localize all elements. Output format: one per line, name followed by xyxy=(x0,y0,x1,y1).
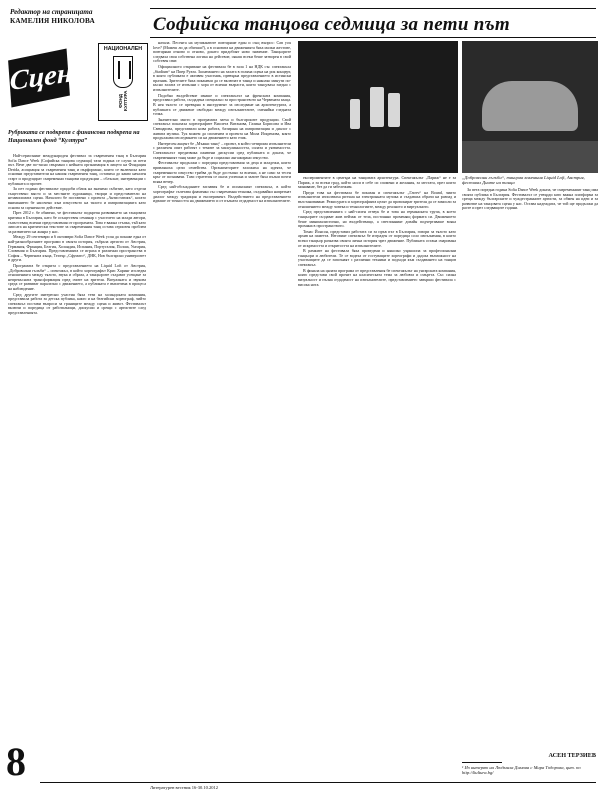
paragraph: За пет години фестивалът придоби облик на значимо събитие, като отдели съществено място и за местните художници, творци и представители на независимата сцена. Началото бе поставено с проекта „Антистатикъ“, когато вниманието бе насочено към изкуството на тялото и импровизацията като основа за сценичното действие. xyxy=(8,186,146,210)
dance-photo-right xyxy=(462,41,598,173)
paragraph: В рамките на фестивала бяха проведени и няколко уъркшопа за професионални танцьори и любители. Те се водеха от гостуващите хореографи и дадоха възможност на участниците да се запознаят с различни техники и подходи към създаването на танцов спектакъл. xyxy=(298,248,456,268)
article-column-2 xyxy=(153,41,291,779)
imprint: Литературен вестник 16-30.10.2012 xyxy=(150,785,219,790)
paragraph: Най-сериозният международен фестивал за съвременен танц в България Sofia Dance Week (Софийска танцова седмица) тази година се случи за пети път. Вече две по-тясно свързани с нейната организация в лицето на Фондация Derida, асоциация за съвременен танц и пърформанс, които се включиха като основни представители на нашия съвременен танц, оставиха до какво начален старт и продуцират съвременни танцови продукции – сблъскат, интервенции с публиката и прочее. xyxy=(8,154,146,186)
fund-seal xyxy=(98,43,148,121)
fund-seal-top: НАЦИОНАЛЕН xyxy=(103,46,143,52)
dancer-figure xyxy=(350,99,360,129)
paragraph: начала. Песента на музикантите повтаряше един и същ въпрос: Can you love? (Можеш ли да обичаш?), а в основата на движенията бяха малки жестове, повтаряни отново и отново, докато придобият ново значение. Танцьорите следваха своя собствена логика на действие, сякаш всеки беше затворен в свой собствен свят. xyxy=(153,41,291,64)
dancer-figure xyxy=(388,93,400,127)
section-logo xyxy=(8,48,87,107)
footnote: ¹ Из интервю на Людмила Димова с Мира Тодорова, цит. по http://kultura.bg/ xyxy=(462,765,581,776)
fund-seal-bottom: ФОНД КУЛТУРА xyxy=(118,90,128,111)
byline: АСЕН ТЕРЗИЕВ xyxy=(548,752,596,759)
dancers-group xyxy=(482,81,578,131)
paragraph: Сред най-обсъжданите заглавия бе и испанският спектакъл, в който хореографът съчетава фламенко със съвременна техника, създавайки напрегнат диалог между традиция и експеримент. Въздействието на представлението идваше от точността на движението и от пълната отдаденост на изпълнителите. xyxy=(153,184,291,204)
editor-label: Редактор на страницата xyxy=(10,8,93,16)
paragraph: Фестивалът продължи с поредица представления за деца и младежи, които привлякоха цели семейства. Организаторите заложиха на идеята, че съвременното изкуство трябва да бъде достъпно за всички, а не само за тесен кръг от познавачи. Тази стратегия се оказа успешна и залите бяха пълни почти всяка вечер. xyxy=(153,160,291,184)
dance-photo-top xyxy=(298,41,458,173)
paragraph: Интересен акцент бе „Мъжки танц“ – проект, в който четирима изпълнители с различен опит работят с темите за маскулинността, силата и уязвимостта. Спектакълът предизвика оживени дискусии сред публиката и доказа, че съвременният танц може да бъде и социално ангажирано изкуство. xyxy=(153,140,291,160)
headline-rule-top xyxy=(150,8,596,9)
paragraph: Официалното откриване на фестивала бе в зала 1 на НДК със спектакъла „Stadium“ на Пиер Руаза. Заснемането на залата в голяма сцена на рок концерт, в която публиката е активен участник, превърна представлението в истински празник. Зрителите бяха поканени да се включат в танца и няколко минути по-късно залата се изпълни с хора от всички възрасти, които танцуваха заедно с изпълнителите. xyxy=(153,64,291,93)
article-column-4 xyxy=(462,188,598,748)
rubric-note: Рубриката се подкрепя с финансова подкрепа на Национален фонд “Култура” xyxy=(8,130,140,144)
article-column-3 xyxy=(298,176,456,779)
editor-credit xyxy=(10,8,130,25)
paragraph: Между 29 септември и 6 октомври Sofia Dance Week успя да покаже една от най-разнообразните програми в своята история, събрала артисти от Австрия, Германия, Франция, Белгия, Холандия, Испания, Португалия, Полша, Унгария, Словения и България. Представленията се играха в различни пространства в София – Червената къща, Театър „Сфумато“, ДНК, Нов български университет и други. xyxy=(8,234,146,263)
paragraph: През 2012 г. бе обявено, че фестивалът подкрепя развиването на танцовата критика в България, като бе осъществен семинар с участието на млади автори, съпътстващ всички представления от програмата. Това е важна стъпка, тъй като липсата на критически текстове за съвременния танц остава сериозен проблем за развитието на жанра у нас. xyxy=(8,210,146,234)
paragraph: Значително място в програмата заеха и българските продукции. Свой спектакъл показаха хореографите Виолета Витанова, Галина Борисова и Ива Свещарова, представили нова работа, базирана на импровизация и диалог с живата музика. Тук можем да споменем и проекта на Мила Искренова, която продължава изследването си на движението като език. xyxy=(153,116,291,141)
page-number: 8 xyxy=(6,739,26,784)
paragraph: Сред другите интересни участия бяха тези на холандската компания, представила работа за детска публика, както и на белгийски хореограф, чийто спектакъл постави въпроси за границите между сцена и живот. Фестивалът включи и поредица от работилници, дискусии и срещи с артистите след представленията. xyxy=(8,291,146,316)
paragraph: експериментите в центъра на танцовата архитектура. Спектакълът „Париж“ не е за Париж, а за всеки град, който носи в себе си спомени и желания, за местата, през които минаваме, без да ги забележим. xyxy=(298,176,456,190)
dancer-figure xyxy=(370,87,384,127)
footnote-rule xyxy=(462,762,502,763)
stage-floor xyxy=(462,141,598,173)
editor-name: КАМЕЛИЯ НИКОЛОВА xyxy=(10,16,95,25)
page-headline: Софийска танцова седмица за пети път xyxy=(153,14,511,35)
photo-caption: „Доброволни гълъби“, танцова компания Liquid Loft, Австрия, фестивал Дните на танца xyxy=(462,175,585,186)
footer-rule xyxy=(40,782,596,783)
section-logo-text: Сцена xyxy=(9,55,87,97)
paragraph: Програмата бе открита с представлението на Liquid Loft от Австрия, „Доброволни гълъби“ – спектакъл, в който хореографът Крис Харинг изследва отношенията между тялото, звука и образа, а танцьорите създават усещане за непрекъсната трансформация пред очите на зрителя. Визуалната и звукова среда се развиват паралелно с движението, а публиката е въвлечена в процеса на наблюдение. xyxy=(8,263,146,291)
article-column-1 xyxy=(8,154,146,739)
paragraph: Томас Йонсон, представил работата си за пръв път в България, говори за тялото като архив на паметта. Неговият спектакъл бе изграден от поредица соло изпълнения, в които всеки танцьор разказва своята лична история чрез движение. Публиката остана очарована от искреността и откритостта на изпълнителите. xyxy=(298,228,456,248)
paragraph: За пета поредна година Sofia Dance Week доказа, че съвременният танц има своята публика в България. Фестивалът се утвърди като важна платформа за среща между българските и чуждестранните артисти, за обмен на идеи и за развитие на танцовата сцена у нас. Остава надеждата, че той ще продължи да расте и през следващите години. xyxy=(462,188,598,211)
paragraph: Подобно въздействие имаше и спектакълът на френската компания, представил работа, създадена специално за пространството на Червената къща. В нея тялото се превърна в инструмент за изследване на архитектурата, а публиката се движеше свободно между изпълнителите, сменяйки гледната точка. xyxy=(153,92,291,117)
fund-emblem-icon xyxy=(113,56,133,88)
headline-rule-bottom xyxy=(150,37,596,38)
paragraph: В финала на цялата програма от представления бе спектакълът на унгарската компания, която представи свой прочит на класическата тема за любовта и смъртта. Със силна визуалност и пълна отдаденост на изпълнителите, представлението завърши фестивала с висока нота. xyxy=(298,267,456,287)
paragraph: Преди това на фестивала бе показан и спектакълът „Глитч“ на Bound, чиито изпълнители използваха ритъма на електронната музика и създаваха образи на разпад и възстановяване. Режисурата и хореографията целят да провокират зрителя да се замисли за отношението между човека и технологиите, между реалното и виртуалното. xyxy=(298,189,456,209)
paragraph: Сред представленията с най-силен отзвук бе и това на германската трупа, в което танцьорите създават жив пейзаж от тела, постоянно променящ формата си. Движението беше минималистично, но въздействащо, а светлинният дизайн подчертаваше всяка промяна в пространството. xyxy=(298,209,456,229)
